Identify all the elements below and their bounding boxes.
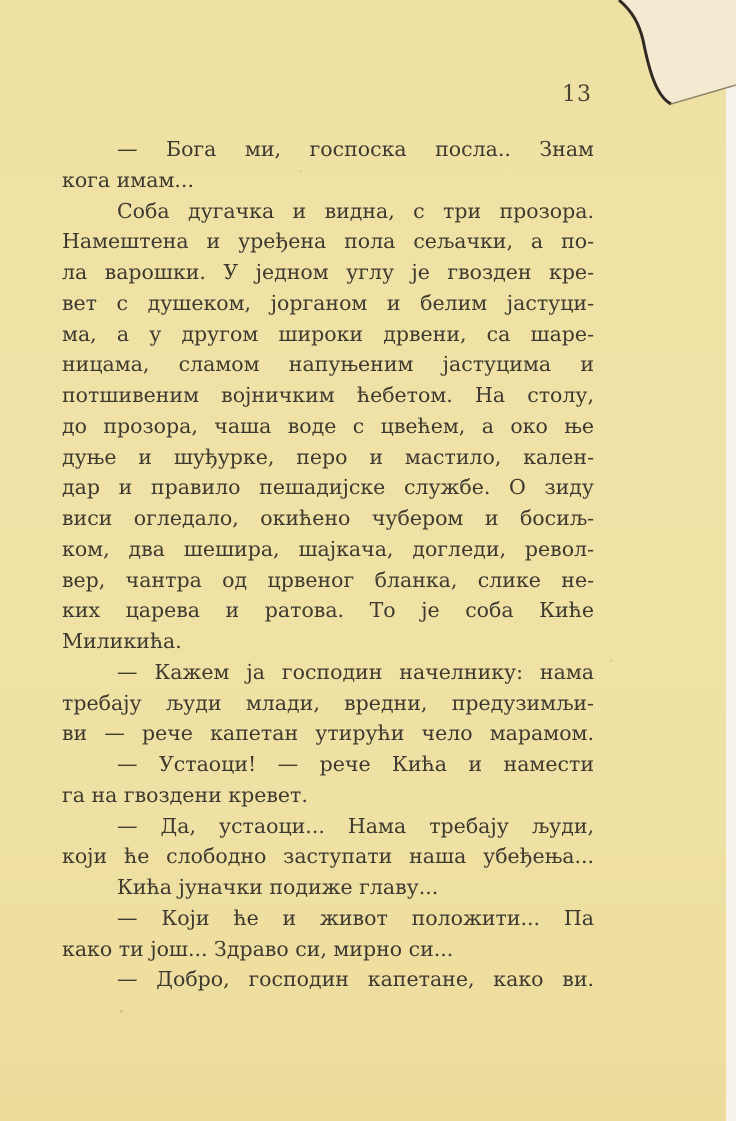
text-line: Намештена и уређена пола сељачки, а по- — [62, 229, 594, 254]
body-text — [62, 134, 594, 995]
text-line: Соба дугачка и видна, с три прозора. — [117, 198, 594, 223]
text-line: вет с душеком, јорганом и белим јастуци- — [62, 290, 594, 315]
text-line: ком, два шешира, шајкача, догледи, револ- — [62, 536, 594, 561]
paper-speck — [120, 1010, 123, 1013]
text-line: потшивеним војничким ћебетом. На столу, — [62, 383, 594, 407]
text-line: ма, а у другом широки дрвени, са шаре- — [62, 321, 594, 346]
text-line: ви — рече капетан утирући чело марамом. — [62, 721, 594, 746]
text-line: ла варошки. У једном углу је гвозден кре- — [62, 260, 594, 284]
paper-speck — [300, 170, 302, 172]
text-line: требају људи млади, вредни, предузимљи- — [62, 690, 594, 715]
text-line: — Бога ми, госпоска посла.. Знам — [117, 137, 594, 161]
text-line: — Устаоци! — рече Кића и намести — [117, 752, 594, 776]
page-edge — [726, 0, 736, 1121]
text-line: до прозора, чаша воде с цвећем, а око ње — [62, 413, 594, 438]
page-number: 13 — [562, 82, 592, 107]
text-line: дуње и шуђурке, перо и мастило, кален- — [62, 444, 594, 469]
text-line: кога имам... — [62, 167, 194, 192]
text-line: дар и правило пешадијске службе. О зиду — [62, 475, 594, 500]
text-line: — Кажем ја господин начелнику: нама — [117, 659, 594, 684]
text-line: га на гвоздени кревет. — [62, 782, 308, 807]
text-line: који ће слободно заступати наша убеђења... — [62, 844, 594, 869]
text-line: — Да, устаоци... Нама требају људи, — [117, 813, 594, 838]
text-line: ких царева и ратова. То је соба Киће — [62, 598, 594, 623]
text-line: ницама, сламом напуњеним јастуцима и — [62, 352, 594, 377]
text-line: виси огледало, окићено чубером и босиљ- — [62, 506, 594, 530]
folded-corner — [611, 0, 736, 110]
text-line: како ти још... Здраво си, мирно си... — [62, 936, 454, 961]
text-line: Кића јуначки подиже главу... — [117, 875, 439, 899]
text-line: — Који ће и живот положити... Па — [117, 905, 594, 930]
text-line: — Добро, господин капетане, како ви. — [117, 967, 594, 992]
text-line: вер, чантра од црвеног бланка, слике не- — [62, 567, 594, 592]
paper-speck — [610, 660, 612, 662]
text-line: Миликића. — [62, 629, 182, 653]
